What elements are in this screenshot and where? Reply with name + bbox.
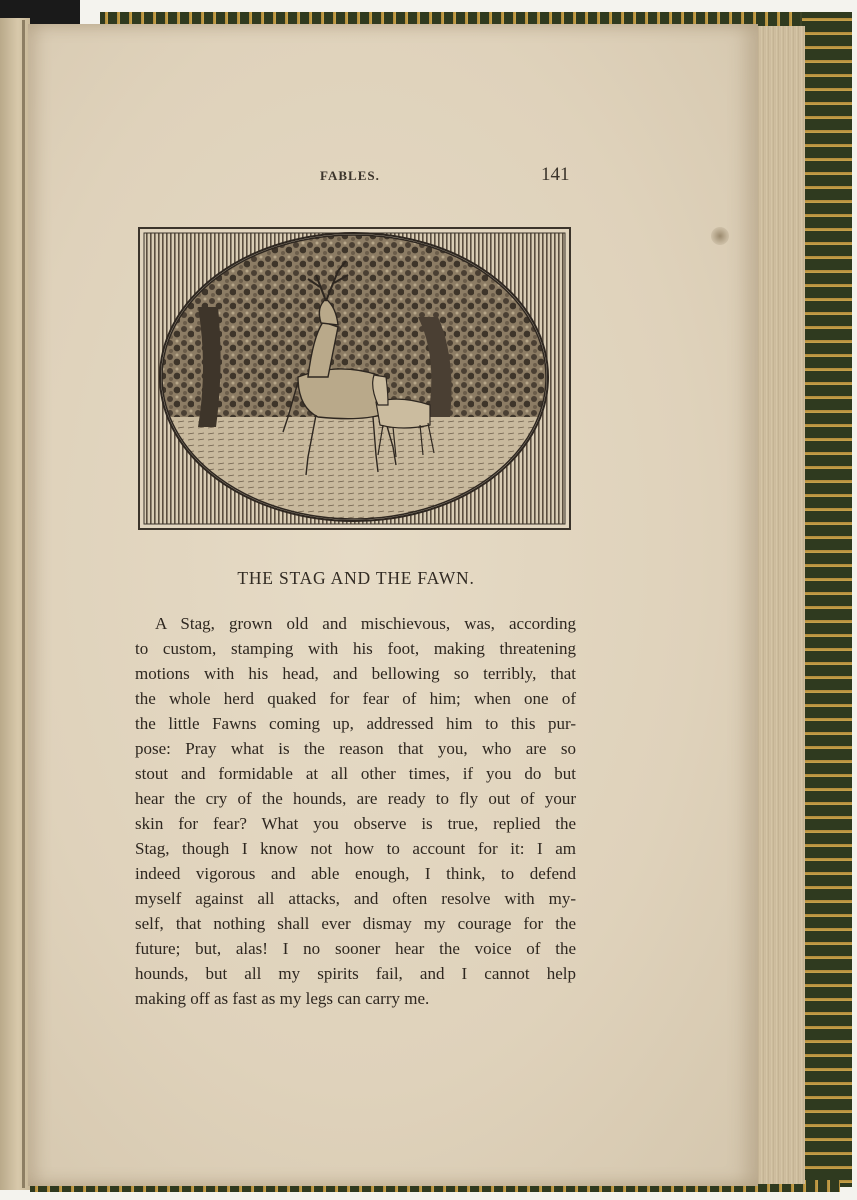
fable-title xyxy=(0,568,710,589)
fable-line: the little Fawns coming up, addressed him to this pur- xyxy=(135,714,576,733)
fable-line: to custom, stamping with his foot, making threatening xyxy=(135,639,576,658)
foxing-stain xyxy=(711,227,729,245)
fable-line: making off as fast as my legs can carry me. xyxy=(135,989,430,1008)
fable-line: the whole herd quaked for fear of him; when one of xyxy=(135,689,576,708)
running-head: FABLES. xyxy=(320,168,380,183)
fable-body xyxy=(135,611,576,1011)
fable-line: stout and formidable at all other times, if you do but xyxy=(135,764,576,783)
fable-line: indeed vigorous and able enough, I think, to defend xyxy=(135,864,576,883)
gutter-line xyxy=(22,20,25,1188)
fable-line: Stag, though I know not how to account for it: I am xyxy=(135,839,576,858)
page-fore-edge xyxy=(750,26,805,1184)
fable-line: A Stag, grown old and mischievous, was, according xyxy=(155,614,576,633)
fable-line: self, that nothing shall ever dismay my courage for the xyxy=(135,914,576,933)
stag-and-fawn-engraving xyxy=(138,227,571,530)
fable-line: myself against all attacks, and often resolve with my- xyxy=(135,889,576,908)
fable-line: skin for fear? What you observe is true, replied the xyxy=(135,814,576,833)
fable-line: hear the cry of the hounds, are ready to fly out of your xyxy=(135,789,576,808)
fable-line: future; but, alas! I no sooner hear the voice of the xyxy=(135,939,576,958)
fable-line: motions with his head, and bellowing so terribly, that xyxy=(135,664,576,683)
book-page xyxy=(28,24,758,1186)
fable-title-text: THE STAG AND THE FAWN. xyxy=(237,568,475,588)
gilt-border-right xyxy=(800,12,852,1187)
facing-page-edge xyxy=(0,18,30,1190)
fable-line: hounds, but all my spirits fail, and I cannot help xyxy=(135,964,576,983)
fable-line: pose: Pray what is the reason that you, who are so xyxy=(135,739,576,758)
page-number: 141 xyxy=(541,164,570,185)
